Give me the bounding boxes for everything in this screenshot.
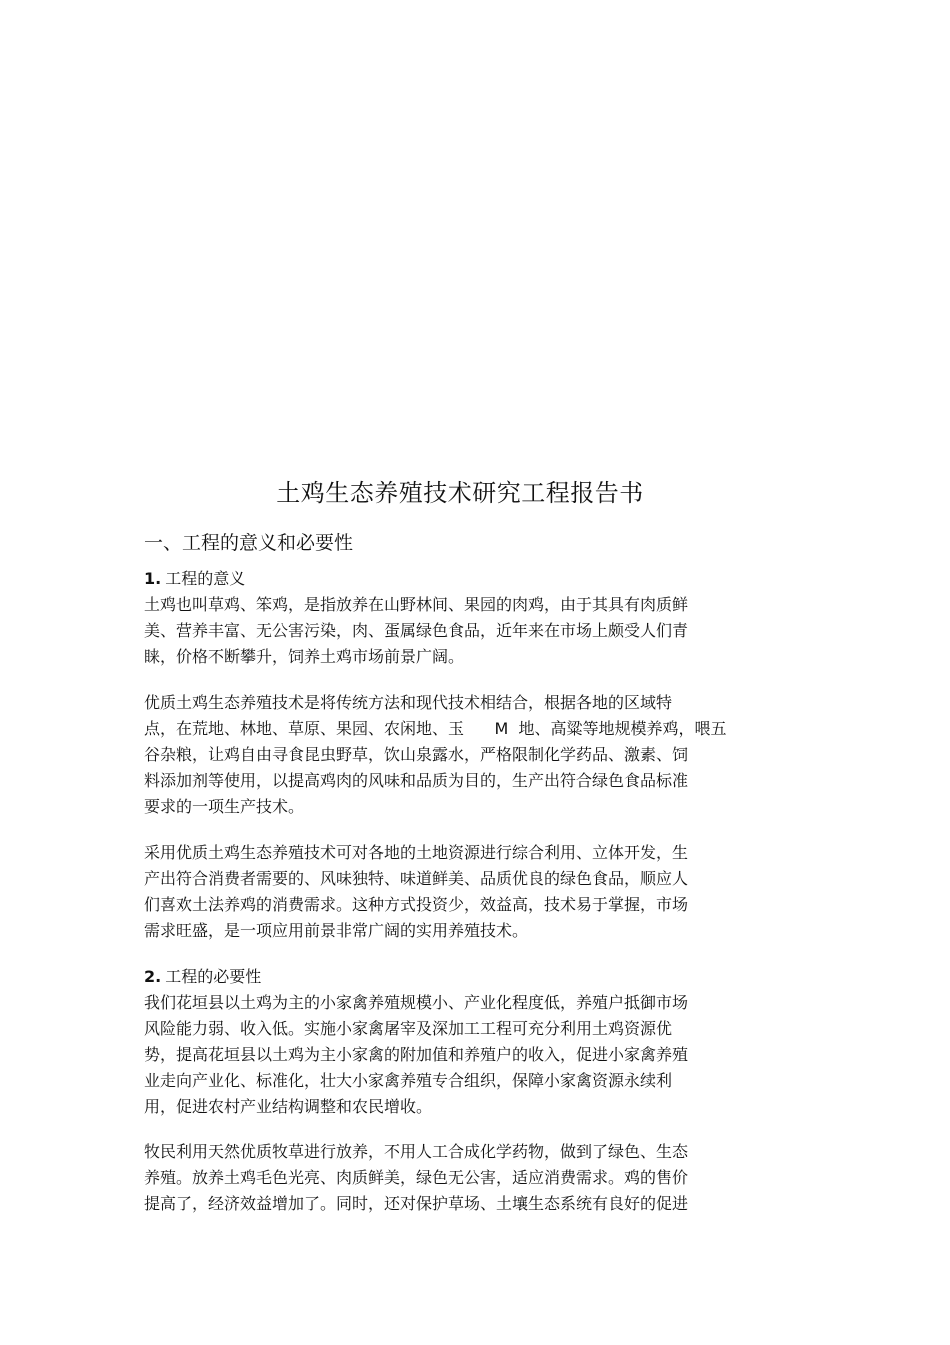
paragraph-3-line: 产出符合消费者需要的、风味独特、味道鲜美、品质优良的绿色食品，顺应人 — [144, 869, 689, 888]
paragraph-3-line: 需求旺盛，是一项应用前景非常广阔的实用养殖技术。 — [144, 921, 529, 940]
paragraph-4-line: 业走向产业化、标准化，壮大小家禽养殖专合组织，保障小家禽资源永续利 — [144, 1071, 673, 1090]
paragraph-3 — [144, 840, 804, 944]
paragraph-3-line: 们喜欢土法养鸡的消费需求。这种方式投资少，效益高，技术易于掌握，市场 — [144, 895, 689, 914]
subsection-1-number: 1. — [144, 569, 162, 588]
paragraph-2-line: 要求的一项生产技术。 — [144, 797, 305, 816]
paragraph-2-line: 点，在荒地、林地、草原、果园、农闲地、玉 M 地、高粱等地规模养鸡，喂五 — [144, 719, 727, 738]
paragraph-3-line: 采用优质土鸡生态养殖技术可对各地的土地资源进行综合利用、立体开发，生 — [144, 843, 689, 862]
paragraph-5-line: 牧民利用天然优质牧草进行放养，不用人工合成化学药物，做到了绿色、生态 — [144, 1142, 689, 1161]
paragraph-4-line: 风险能力弱、收入低。实施小家禽屠宰及深加工工程可充分利用土鸡资源优 — [144, 1019, 673, 1038]
paragraph-5-line: 养殖。放养土鸡毛色光亮、肉质鲜美，绿色无公害，适应消费需求。鸡的售价 — [144, 1168, 689, 1187]
paragraph-1-line: 美、营养丰富、无公害污染，肉、蛋属绿色食品，近年来在市场上颇受人们青 — [144, 621, 689, 640]
paragraph-2 — [144, 690, 804, 820]
subsection-2-heading — [144, 964, 804, 990]
subsection-2 — [144, 964, 804, 1120]
paragraph-2-line: 料添加剂等使用，以提高鸡肉的风味和品质为目的，生产出符合绿色食品标准 — [144, 771, 689, 790]
paragraph-5 — [144, 1139, 804, 1217]
subsection-1-heading — [144, 566, 804, 592]
subsection-2-number: 2. — [144, 967, 162, 986]
paragraph-5-line: 提高了，经济效益增加了。同时，还对保护草场、土壤生态系统有良好的促进 — [144, 1194, 689, 1213]
subsection-1 — [144, 566, 804, 670]
paragraph-2-line: 谷杂粮，让鸡自由寻食昆虫野草，饮山泉露水，严格限制化学药品、激素、饲 — [144, 745, 689, 764]
paragraph-2-line: 优质土鸡生态养殖技术是将传统方法和现代技术相结合，根据各地的区域特 — [144, 693, 673, 712]
paragraph-1-line: 土鸡也叫草鸡、笨鸡，是指放养在山野林间、果园的肉鸡，由于其具有肉质鲜 — [144, 595, 689, 614]
paragraph-4-line: 我们花垣县以土鸡为主的小家禽养殖规模小、产业化程度低，养殖户抵御市场 — [144, 993, 689, 1012]
subsection-1-label: 工程的意义 — [165, 569, 246, 588]
paragraph-4-line: 势，提高花垣县以土鸡为主小家禽的附加值和养殖户的收入，促进小家禽养殖 — [144, 1045, 689, 1064]
subsection-2-label: 工程的必要性 — [165, 967, 262, 986]
paragraph-1-line: 睐，价格不断攀升，饲养土鸡市场前景广阔。 — [144, 647, 465, 666]
paragraph-4-line: 用，促进农村产业结构调整和农民增收。 — [144, 1097, 433, 1116]
document-title: 土鸡生态养殖技术研究工程报告书 — [276, 479, 644, 507]
section-heading-1: 一、工程的意义和必要性 — [144, 532, 354, 554]
